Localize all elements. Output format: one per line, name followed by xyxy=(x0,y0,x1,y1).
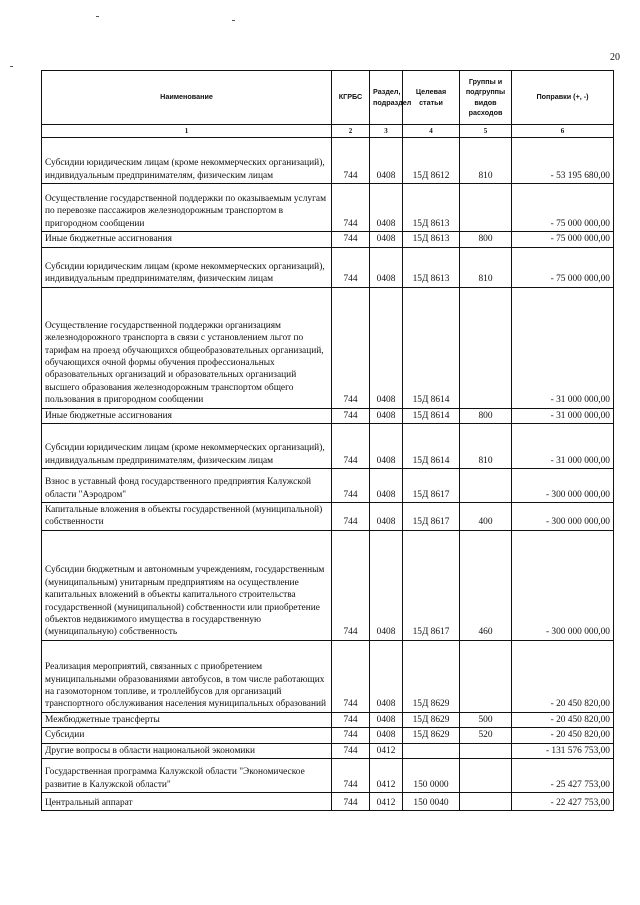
cell-kgrbs: 744 xyxy=(332,728,370,743)
cell-name: Реализация мероприятий, связанных с приобретением муниципальными образованиями автобусов, в том числе работающих на газомоторном топливе, и троллейбусов для организаций транспортного обслуживания населения муниципальных образований xyxy=(42,640,332,712)
cell-kgrbs: 744 xyxy=(332,743,370,758)
header-name: Наименование xyxy=(42,71,332,125)
table-header-row xyxy=(42,71,614,125)
cell-target: 150 0000 xyxy=(403,758,460,792)
cell-group xyxy=(460,287,512,408)
table-row xyxy=(42,743,614,758)
cell-kgrbs: 744 xyxy=(332,502,370,530)
cell-section: 0412 xyxy=(370,792,403,810)
header-kgrbs: КГРБС xyxy=(332,71,370,125)
cell-target: 15Д 8614 xyxy=(403,423,460,468)
table-row xyxy=(42,423,614,468)
cell-amount: - 131 576 753,00 xyxy=(512,743,614,758)
table-row xyxy=(42,502,614,530)
cell-kgrbs: 744 xyxy=(332,232,370,247)
cell-amount: - 75 000 000,00 xyxy=(512,184,614,232)
cell-name: Субсидии юридическим лицам (кроме некоммерческих организаций), индивидуальным предпринимателям, физическим лицам xyxy=(42,423,332,468)
cell-section: 0408 xyxy=(370,247,403,287)
cell-target: 15Д 8629 xyxy=(403,712,460,727)
cell-target: 15Д 8629 xyxy=(403,640,460,712)
cell-amount: - 75 000 000,00 xyxy=(512,247,614,287)
column-number: 6 xyxy=(512,125,614,138)
cell-target: 15Д 8617 xyxy=(403,530,460,640)
cell-kgrbs: 744 xyxy=(332,247,370,287)
table-row xyxy=(42,792,614,810)
cell-name: Субсидии бюджетным и автономным учреждениям, государственным (муниципальным) унитарным предприятиям на осуществление капитальных вложений в объекты капитального строительства государственной (муниципальной) собственности или приобретение объектов недвижимого имущества в государственную (муниципальную) собственность xyxy=(42,530,332,640)
cell-group: 500 xyxy=(460,712,512,727)
scan-speck xyxy=(232,20,235,21)
cell-target: 15Д 8614 xyxy=(403,287,460,408)
page-number: 20 xyxy=(610,52,620,63)
cell-section: 0412 xyxy=(370,758,403,792)
cell-target: 15Д 8614 xyxy=(403,408,460,423)
cell-section: 0408 xyxy=(370,468,403,502)
cell-section: 0408 xyxy=(370,408,403,423)
cell-section: 0408 xyxy=(370,502,403,530)
cell-section: 0408 xyxy=(370,423,403,468)
cell-amount: - 300 000 000,00 xyxy=(512,530,614,640)
cell-amount: - 25 427 753,00 xyxy=(512,758,614,792)
table-row xyxy=(42,247,614,287)
cell-group xyxy=(460,184,512,232)
scan-speck xyxy=(10,66,13,67)
table-row xyxy=(42,712,614,727)
cell-kgrbs: 744 xyxy=(332,640,370,712)
cell-name: Взнос в уставный фонд государственного предприятия Калужской области "Аэродром" xyxy=(42,468,332,502)
column-number: 4 xyxy=(403,125,460,138)
cell-amount: - 300 000 000,00 xyxy=(512,502,614,530)
cell-name: Другие вопросы в области национальной экономики xyxy=(42,743,332,758)
cell-kgrbs: 744 xyxy=(332,468,370,502)
cell-group xyxy=(460,640,512,712)
cell-name: Центральный аппарат xyxy=(42,792,332,810)
table-row xyxy=(42,184,614,232)
cell-target: 15Д 8617 xyxy=(403,468,460,502)
cell-amount: - 300 000 000,00 xyxy=(512,468,614,502)
table-row xyxy=(42,728,614,743)
cell-group: 800 xyxy=(460,408,512,423)
cell-group: 460 xyxy=(460,530,512,640)
cell-section: 0408 xyxy=(370,232,403,247)
cell-group: 520 xyxy=(460,728,512,743)
cell-target: 150 0040 xyxy=(403,792,460,810)
table-row xyxy=(42,758,614,792)
cell-kgrbs: 744 xyxy=(332,184,370,232)
cell-section: 0408 xyxy=(370,287,403,408)
cell-group xyxy=(460,758,512,792)
scan-speck xyxy=(96,16,99,17)
table-row xyxy=(42,232,614,247)
header-target: Целевая статьи xyxy=(403,71,460,125)
cell-section: 0408 xyxy=(370,712,403,727)
cell-name: Осуществление государственной поддержки организациям железнодорожного транспорта в связи с установлением льгот по тарифам на проезд обучающихся общеобразовательных организаций, обучающихся очной формы обучения профессиональных образовательных организаций и образовательных организаций высшего образования железнодорожным транспортом общего пользования в пригородном сообщении xyxy=(42,287,332,408)
table-body xyxy=(42,138,614,811)
table-row xyxy=(42,468,614,502)
cell-amount: - 20 450 820,00 xyxy=(512,712,614,727)
cell-section: 0408 xyxy=(370,640,403,712)
header-section: Раздел, подраздел xyxy=(370,71,403,125)
table-row xyxy=(42,530,614,640)
column-number: 5 xyxy=(460,125,512,138)
cell-group: 800 xyxy=(460,232,512,247)
table-row xyxy=(42,408,614,423)
cell-amount: - 31 000 000,00 xyxy=(512,408,614,423)
cell-target: 15Д 8613 xyxy=(403,232,460,247)
cell-group: 810 xyxy=(460,423,512,468)
cell-section: 0412 xyxy=(370,743,403,758)
budget-table xyxy=(41,70,614,811)
table-row xyxy=(42,287,614,408)
cell-kgrbs: 744 xyxy=(332,712,370,727)
cell-section: 0408 xyxy=(370,530,403,640)
cell-kgrbs: 744 xyxy=(332,287,370,408)
cell-section: 0408 xyxy=(370,138,403,184)
cell-target: 15Д 8613 xyxy=(403,184,460,232)
cell-kgrbs: 744 xyxy=(332,408,370,423)
cell-amount: - 20 450 820,00 xyxy=(512,728,614,743)
cell-target: 15Д 8617 xyxy=(403,502,460,530)
cell-name: Капитальные вложения в объекты государственной (муниципальной) собственности xyxy=(42,502,332,530)
table-row xyxy=(42,138,614,184)
cell-section: 0408 xyxy=(370,184,403,232)
cell-kgrbs: 744 xyxy=(332,138,370,184)
cell-group xyxy=(460,792,512,810)
cell-name: Осуществление государственной поддержки по оказываемым услугам по перевозке пассажиров железнодорожным транспортом в пригородном сообщении xyxy=(42,184,332,232)
cell-name: Субсидии юридическим лицам (кроме некоммерческих организаций), индивидуальным предпринимателям, физическим лицам xyxy=(42,138,332,184)
cell-name: Субсидии xyxy=(42,728,332,743)
cell-kgrbs: 744 xyxy=(332,423,370,468)
cell-amount: - 53 195 680,00 xyxy=(512,138,614,184)
cell-name: Межбюджетные трансферты xyxy=(42,712,332,727)
header-amount: Поправки (+, -) xyxy=(512,71,614,125)
cell-target xyxy=(403,743,460,758)
cell-target: 15Д 8629 xyxy=(403,728,460,743)
column-number: 2 xyxy=(332,125,370,138)
cell-group: 810 xyxy=(460,247,512,287)
cell-group: 810 xyxy=(460,138,512,184)
cell-kgrbs: 744 xyxy=(332,792,370,810)
cell-name: Иные бюджетные ассигнования xyxy=(42,232,332,247)
table-row xyxy=(42,640,614,712)
cell-amount: - 75 000 000,00 xyxy=(512,232,614,247)
cell-amount: - 31 000 000,00 xyxy=(512,287,614,408)
column-number: 3 xyxy=(370,125,403,138)
header-group: Группы и подгруппы видов расходов xyxy=(460,71,512,125)
cell-kgrbs: 744 xyxy=(332,530,370,640)
cell-amount: - 20 450 820,00 xyxy=(512,640,614,712)
cell-name: Государственная программа Калужской области "Экономическое развитие в Калужской области" xyxy=(42,758,332,792)
cell-amount: - 22 427 753,00 xyxy=(512,792,614,810)
cell-target: 15Д 8612 xyxy=(403,138,460,184)
cell-section: 0408 xyxy=(370,728,403,743)
cell-kgrbs: 744 xyxy=(332,758,370,792)
cell-name: Иные бюджетные ассигнования xyxy=(42,408,332,423)
column-number-row xyxy=(42,125,614,138)
cell-amount: - 31 000 000,00 xyxy=(512,423,614,468)
cell-name: Субсидии юридическим лицам (кроме некоммерческих организаций), индивидуальным предпринимателям, физическим лицам xyxy=(42,247,332,287)
cell-target: 15Д 8613 xyxy=(403,247,460,287)
column-number: 1 xyxy=(42,125,332,138)
cell-group: 400 xyxy=(460,502,512,530)
cell-group xyxy=(460,743,512,758)
cell-group xyxy=(460,468,512,502)
